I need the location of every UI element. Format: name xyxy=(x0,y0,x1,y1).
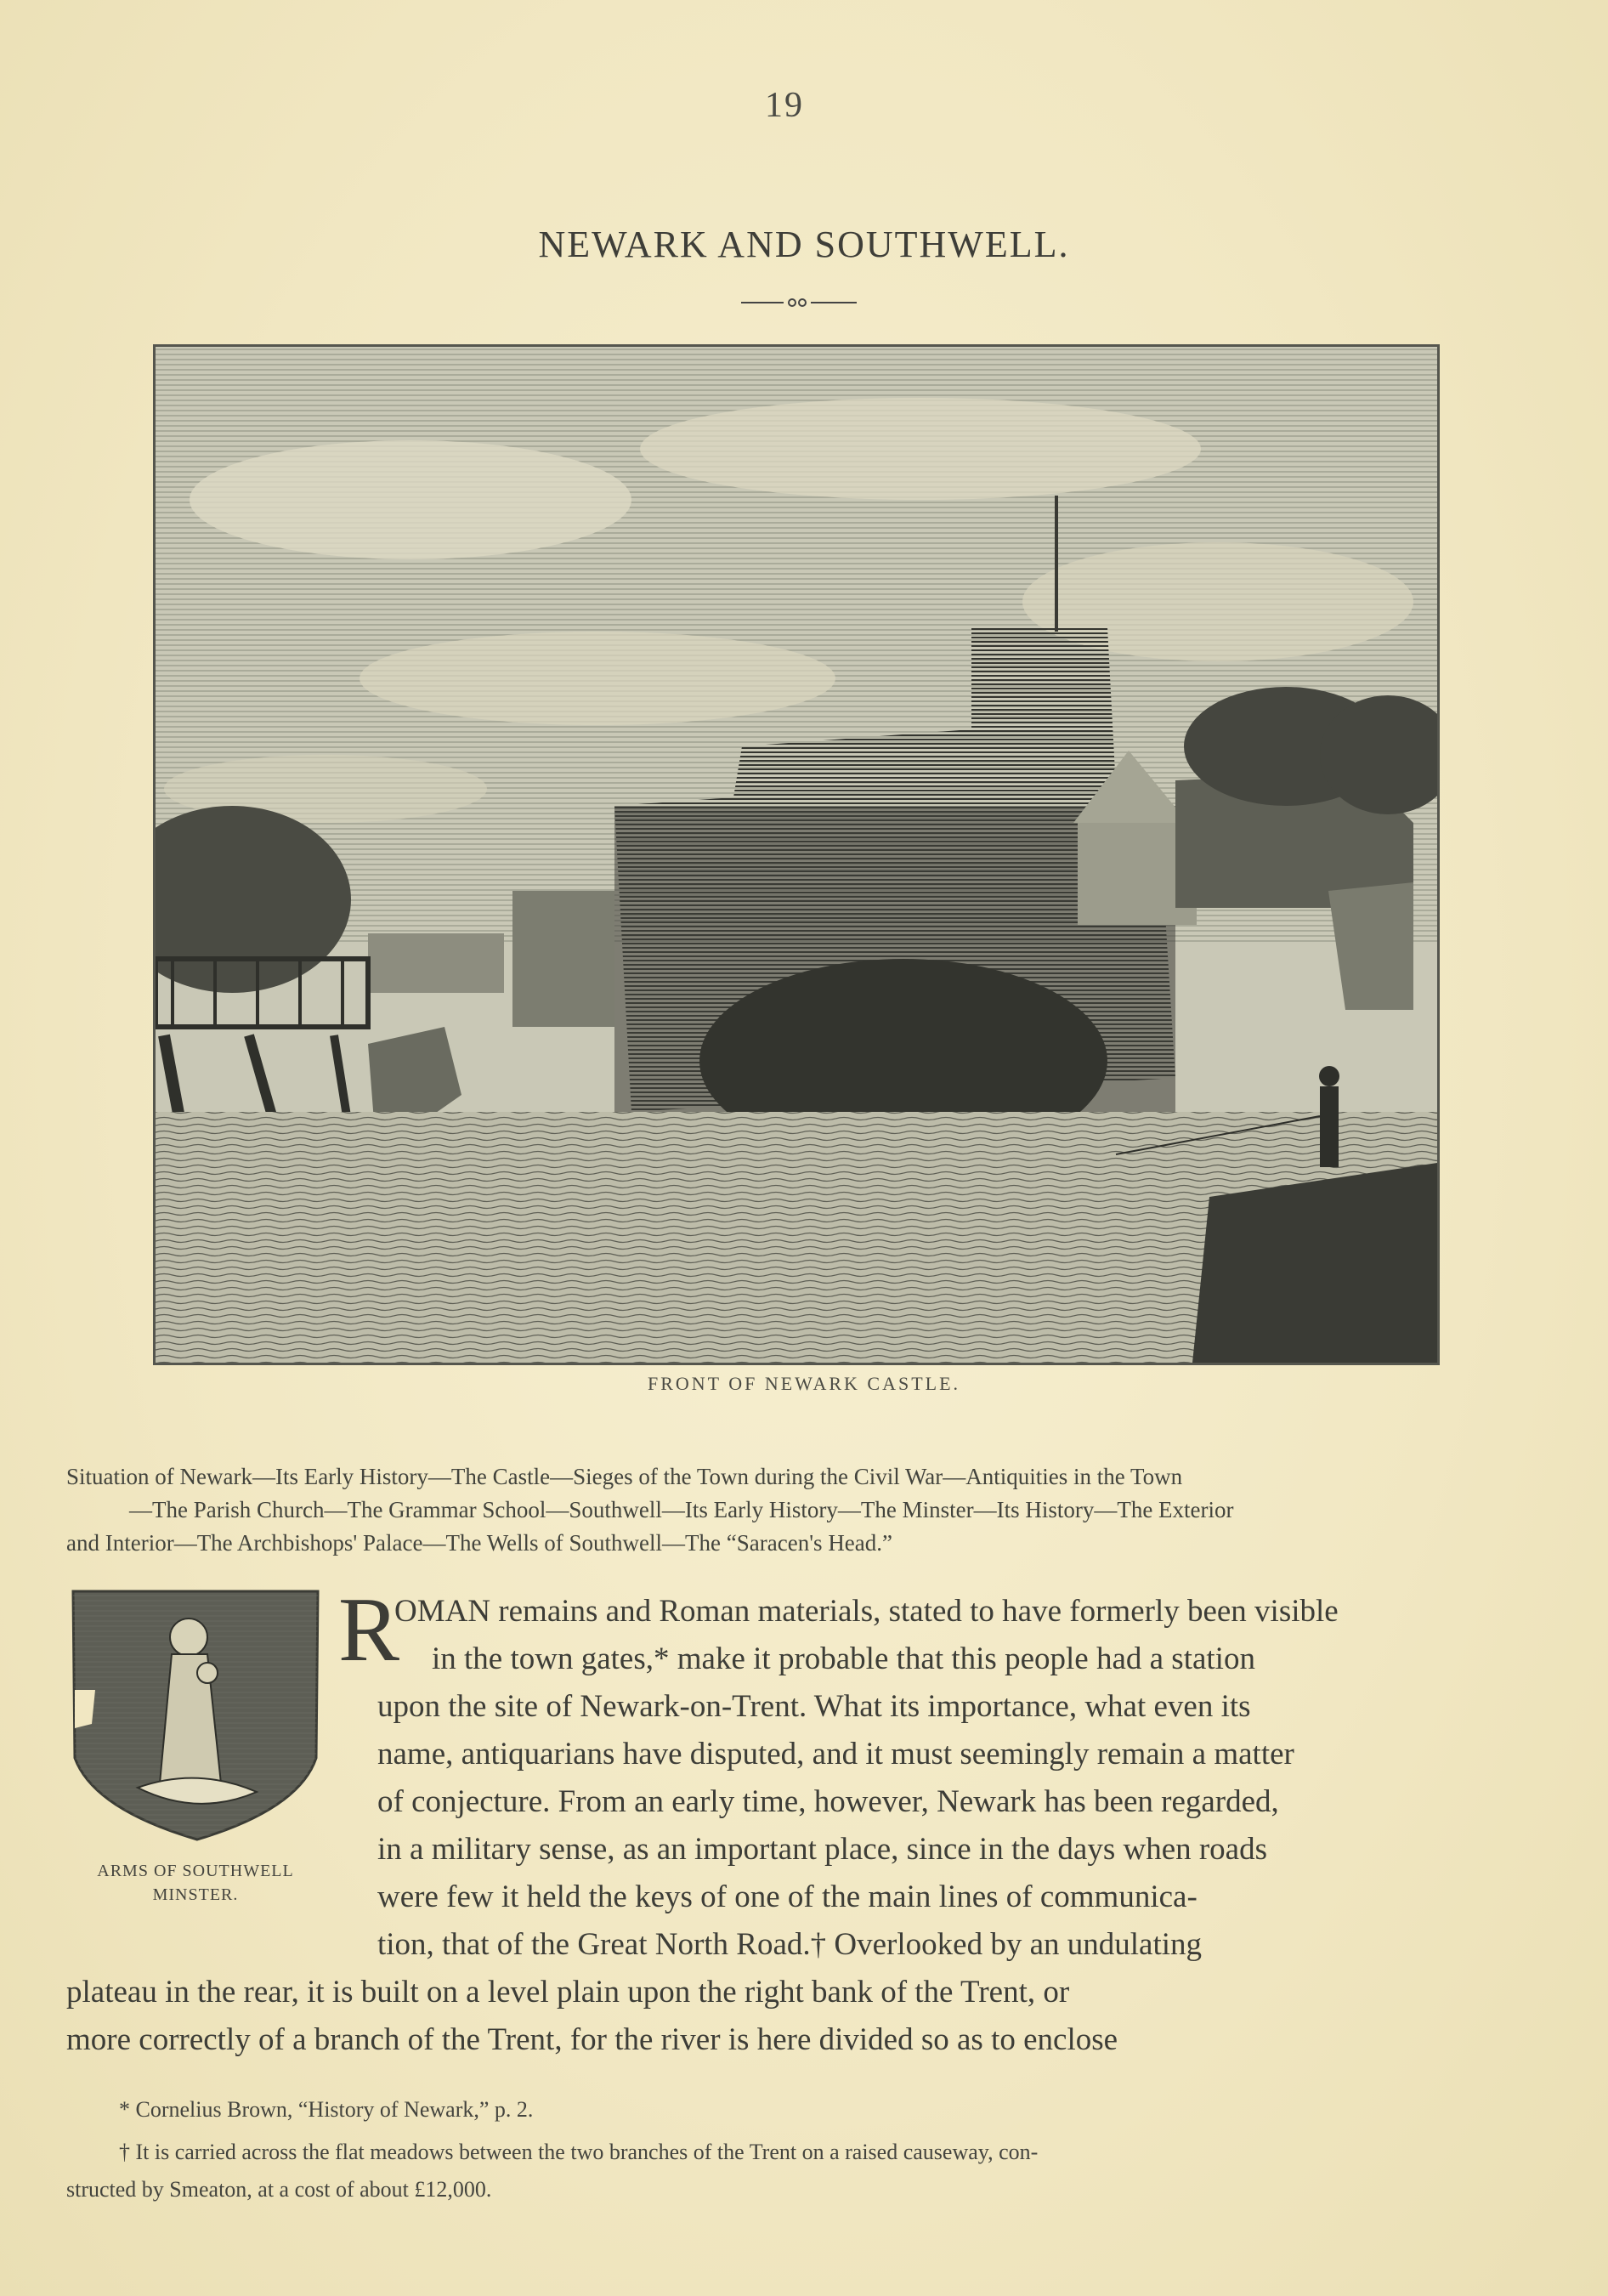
arms-caption xyxy=(68,1859,323,1907)
footnote: † It is carried across the flat meadows between the two branches of the Trent on a raised causeway, con- xyxy=(119,2140,1039,2164)
arms-shield-image xyxy=(70,1588,321,1843)
synopsis-line: Situation of Newark—Its Early History—The Castle—Sieges of the Town during the Civil War—Antiquities in the Town xyxy=(66,1464,1183,1489)
chapter-synopsis xyxy=(66,1460,1521,1560)
arms-caption-line: ARMS OF SOUTHWELL xyxy=(97,1862,294,1880)
body-line: upon the site of Newark-on-Trent. What its importance, what even its xyxy=(377,1689,1251,1724)
page-title: NEWARK AND SOUTHWELL. xyxy=(538,224,1070,265)
footnote: * Cornelius Brown, “History of Newark,” p. 2. xyxy=(119,2097,534,2122)
body-line: OMAN remains and Roman materials, stated to have formerly been visible xyxy=(394,1594,1339,1629)
drop-cap: R xyxy=(338,1579,400,1681)
castle-engraving xyxy=(153,344,1440,1365)
body-line: in a military sense, as an important place, since in the days when roads xyxy=(377,1832,1268,1867)
arms-caption-line: MINSTER. xyxy=(152,1885,239,1904)
body-line: plateau in the rear, it is built on a level plain upon the right bank of the Trent, or xyxy=(66,1975,1070,2010)
ornament-divider xyxy=(739,298,858,308)
body-line: tion, that of the Great North Road.† Overlooked by an undulating xyxy=(377,1927,1203,1962)
synopsis-line: —The Parish Church—The Grammar School—Southwell—Its Early History—The Minster—Its History—The Exterior xyxy=(129,1497,1234,1522)
body-line: name, antiquarians have disputed, and it must seemingly remain a matter xyxy=(377,1737,1294,1772)
body-line: more correctly of a branch of the Trent, for the river is here divided so as to enclose xyxy=(66,2022,1118,2057)
body-line: were few it held the keys of one of the main lines of communica- xyxy=(377,1879,1198,1914)
page-number: 19 xyxy=(765,86,804,125)
illustration-caption: FRONT OF NEWARK CASTLE. xyxy=(647,1373,961,1394)
body-line: of conjecture. From an early time, however, Newark has been regarded, xyxy=(377,1784,1279,1819)
body-line: in the town gates,* make it probable that this people had a station xyxy=(432,1641,1255,1676)
synopsis-line: and Interior—The Archbishops' Palace—The Wells of Southwell—The “Saracen's Head.” xyxy=(66,1530,893,1556)
footnote: structed by Smeaton, at a cost of about £12,000. xyxy=(66,2177,492,2202)
